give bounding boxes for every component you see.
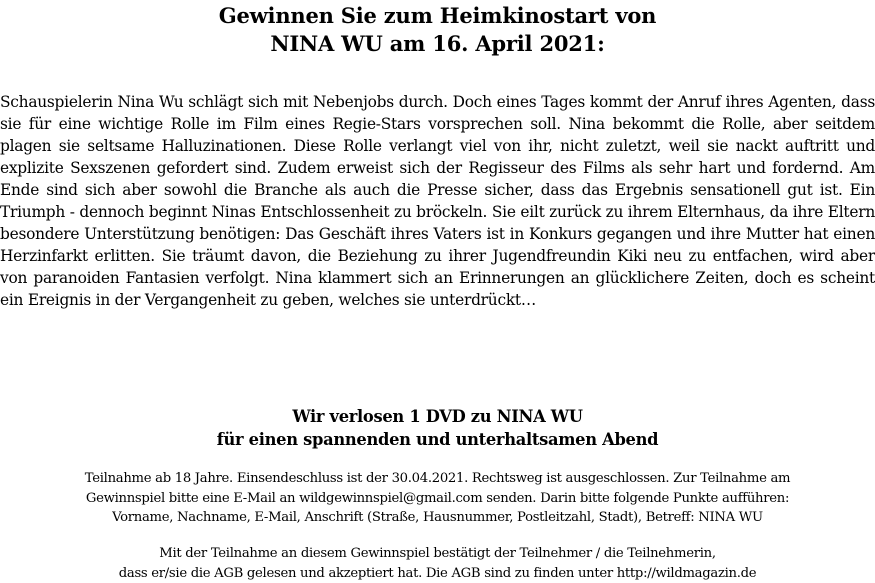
synopsis-paragraph: Schauspielerin Nina Wu schlägt sich mit Nebenjobs durch. Doch eines Tages kommt der Anruf ihres Agenten, dass sie für eine wichtige Rolle im Film eines Regie-Stars vorsprechen soll. Nina bekommt die Rolle, aber seitdem plagen sie seltsame Halluzinationen. Diese Rolle verlangt viel von ihr, nicht zuletzt, weil sie nackt auftritt und explizite Sexszenen gefordert sind. Zudem erweist sich der Regisseur des Films als sehr hart und fordernd. Am Ende sind sich aber sowohl die Branche als auch die Presse sicher, dass das Ergebnis sensationell gut ist. Ein Triumph - dennoch beginnt Ninas Entschlossenheit zu bröckeln. Sie eilt zurück zu ihrem Elternhaus, da ihre Eltern besondere Unterstützung benötigen: Das Geschäft ihres Vaters ist in Konkurs gegangen und ihre Mutter hat einen Herzinfarkt erlitten. Sie träumt davon, die Beziehung zu ihrer Jugendfreundin Kiki neu zu entfachen, wird aber von paranoiden Fantasien verfolgt. Nina klammert sich an Erinnerungen an glücklichere Zeiten, doch es scheint ein Ereignis in der Vergangenheit zu geben, welches sie unterdrückt… bbox=[0, 91, 875, 311]
raffle-heading-line-1: Wir verlosen 1 DVD zu NINA WU bbox=[0, 405, 875, 428]
conditions-line-1: Teilnahme ab 18 Jahre. Einsendeschluss ist der 30.04.2021. Rechtsweg ist ausgeschlossen. Zur Teilnahme am bbox=[0, 469, 875, 489]
agb-notice bbox=[0, 544, 875, 583]
title-line-1: Gewinnen Sie zum Heimkinostart von bbox=[0, 2, 875, 30]
agb-line-1: Mit der Teilnahme an diesem Gewinnspiel bestätigt der Teilnehmer / die Teilnehmerin, bbox=[0, 544, 875, 564]
raffle-heading bbox=[0, 405, 875, 451]
title-line-2: NINA WU am 16. April 2021: bbox=[0, 30, 875, 58]
participation-conditions bbox=[0, 469, 875, 528]
agb-line-2: dass er/sie die AGB gelesen und akzeptiert hat. Die AGB sind zu finden unter http://wildmagazin.de bbox=[0, 564, 875, 583]
raffle-heading-line-2: für einen spannenden und unterhaltsamen Abend bbox=[0, 428, 875, 451]
conditions-line-2: Gewinnspiel bitte eine E-Mail an wildgewinnspiel@gmail.com senden. Darin bitte folgende Punkte aufführen: bbox=[0, 489, 875, 509]
page-title bbox=[0, 2, 875, 58]
conditions-line-3: Vorname, Nachname, E-Mail, Anschrift (Straße, Hausnummer, Postleitzahl, Stadt), Betreff: NINA WU bbox=[0, 508, 875, 528]
